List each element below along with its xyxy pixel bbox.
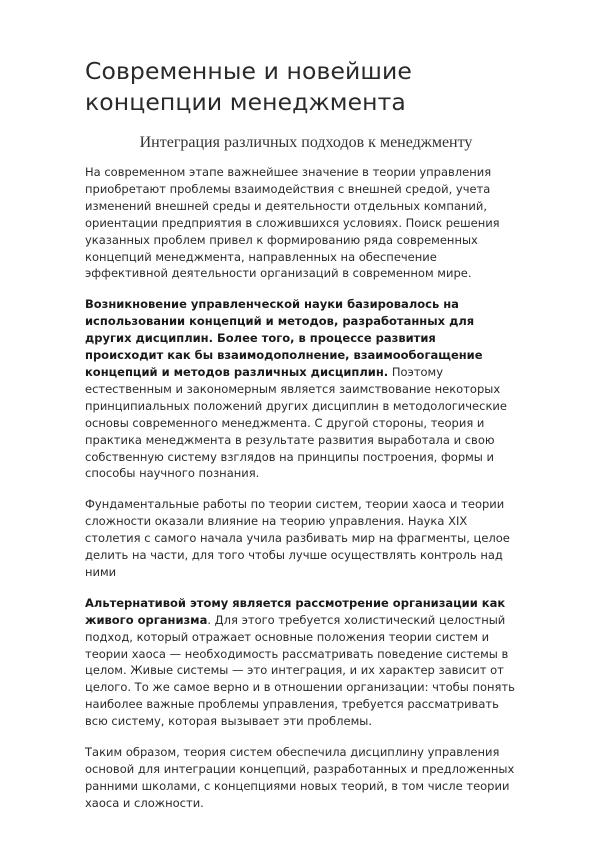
paragraph-living-organism-text: . Для этого требуется холистический целостный подход, который отражает основные положения теории систем и теории хаоса — необходимость рассматривать поведение системы в целом. Живые системы — это интеграция, и их характер зависит от целого. То же самое верно и в отношении организации: чтобы понять наиболее важные проблемы управления, требуется рассматривать всю систему, которая вызывает эти проблемы.	[85, 612, 515, 729]
document-page	[85, 56, 517, 826]
paragraph-origins-text: Поэтому естественным и закономерным является заимствование некоторых принципиальных положений других дисциплин в методологические основы современного менеджмента. С другой стороны, теория и практика менеджмента в результате развития выработала и свою собственную систему взглядов на принципы построения, формы и способы научного познания.	[85, 364, 507, 481]
paragraph-origins-bold: Возникновение управленческой науки базировалось на использовании концепций и методов, разработанных для других дисциплин. Более того, в процессе развития происходит как бы взаимодополнение, взаимообогащение концепций и методов различных дисциплин.	[85, 297, 483, 379]
paragraph-fundamental-works: Фундаментальные работы по теории систем, теории хаоса и теории сложности оказали влияние на теорию управления. Наука XIX столетия с самого начала учила разбивать мир на фрагменты, целое делить на части, для того чтобы лучше осуществлять контроль над ними	[85, 497, 510, 579]
paragraph-intro: На современном этапе важнейшее значение в теории управления приобретают проблемы взаимодействия с внешней средой, учета изменений внешней среды и деятельности отдельных компаний, ориентации предприятия в сложившихся условиях. Поиск решения указанных проблем привел к формированию ряда современных концепций менеджмента, направленных на обеспечение эффективной деятельности организаций в современном мире.	[85, 165, 500, 281]
document-title: Современные и новейшие концепции менеджмента	[85, 57, 412, 116]
paragraph-conclusion: Таким образом, теория систем обеспечила дисциплину управления основой для интеграции концепций, разработанных и предложенных ранними школами, с концепциями новых теорий, в том числе теории хаоса и сложности.	[85, 745, 515, 810]
document-subtitle: Интеграция различных подходов к менеджменту	[139, 134, 473, 151]
paragraph-living-organism-bold: Альтернативой этому является рассмотрение организации как живого организма	[85, 595, 506, 627]
paragraph-origins	[85, 296, 517, 482]
paragraph-living-organism	[85, 595, 517, 730]
